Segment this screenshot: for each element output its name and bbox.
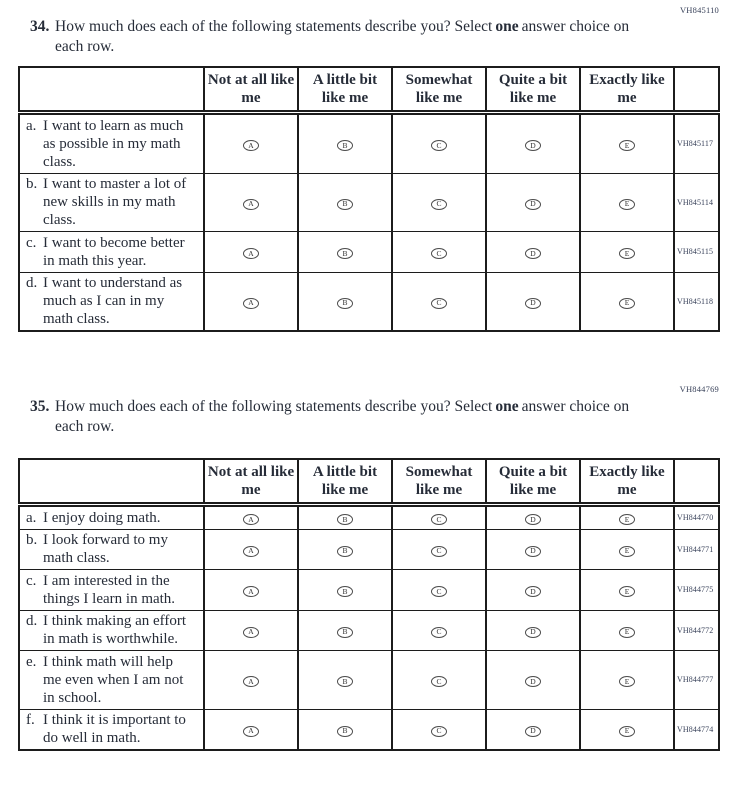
option-cell bbox=[298, 709, 392, 750]
option-cell bbox=[486, 651, 580, 710]
option-cell bbox=[486, 610, 580, 651]
option-cell bbox=[298, 272, 392, 331]
option-cell bbox=[298, 232, 392, 273]
row-letter: f. bbox=[26, 712, 35, 728]
option-cell bbox=[580, 570, 674, 611]
option-cell bbox=[486, 505, 580, 530]
option-bubble-a[interactable]: A bbox=[243, 627, 259, 638]
statement-cell bbox=[19, 651, 204, 710]
row-letter: d. bbox=[26, 275, 38, 291]
option-bubble-b[interactable]: B bbox=[337, 586, 353, 597]
option-bubble-c[interactable]: C bbox=[431, 199, 447, 210]
row-letter: a. bbox=[26, 509, 37, 526]
row-statement: I want to learn as much as possible in my math class. bbox=[43, 117, 184, 170]
question-35-code: VH844769 bbox=[679, 384, 719, 394]
column-header-quite-a-bit: Quite a bit like me bbox=[486, 67, 580, 113]
option-cell bbox=[298, 651, 392, 710]
question-35-prompt bbox=[30, 397, 743, 436]
prompt-text-part2: answer choice on each row. bbox=[55, 18, 630, 55]
statement-cell bbox=[19, 173, 204, 232]
option-cell bbox=[204, 505, 298, 530]
option-bubble-e[interactable]: E bbox=[619, 140, 635, 151]
row-code: VH845115 bbox=[674, 232, 719, 273]
option-bubble-d[interactable]: D bbox=[525, 546, 541, 557]
row-statement: I think it is important to do well in math. bbox=[43, 712, 186, 746]
option-bubble-c[interactable]: C bbox=[431, 726, 447, 737]
statement-cell bbox=[19, 272, 204, 331]
table-row-d bbox=[19, 610, 719, 651]
row-letter: a. bbox=[26, 117, 37, 134]
option-cell bbox=[392, 113, 486, 174]
option-bubble-a[interactable]: A bbox=[243, 676, 259, 687]
option-bubble-e[interactable]: E bbox=[619, 298, 635, 309]
prompt-text-part2: answer choice on each row. bbox=[55, 398, 630, 435]
option-cell bbox=[392, 570, 486, 611]
option-bubble-e[interactable]: E bbox=[619, 514, 635, 525]
question-34-response-table bbox=[18, 66, 720, 332]
row-code: VH844770 bbox=[674, 505, 719, 530]
option-bubble-c[interactable]: C bbox=[431, 514, 447, 525]
statement-cell bbox=[19, 570, 204, 611]
prompt-text-part1: How much does each of the following statements describe you? Select bbox=[55, 398, 493, 415]
option-bubble-c[interactable]: C bbox=[431, 676, 447, 687]
row-code: VH844771 bbox=[674, 529, 719, 570]
statement-cell bbox=[19, 610, 204, 651]
option-cell bbox=[298, 570, 392, 611]
table-row-f bbox=[19, 709, 719, 750]
row-statement: I want to master a lot of new skills in my math class. bbox=[43, 176, 187, 228]
option-cell bbox=[580, 709, 674, 750]
statement-cell bbox=[19, 113, 204, 174]
option-cell bbox=[392, 709, 486, 750]
option-bubble-d[interactable]: D bbox=[525, 514, 541, 525]
question-35-response-table bbox=[18, 458, 720, 751]
option-bubble-b[interactable]: B bbox=[337, 726, 353, 737]
option-bubble-c[interactable]: C bbox=[431, 298, 447, 309]
option-cell bbox=[204, 173, 298, 232]
row-code: VH844777 bbox=[674, 651, 719, 710]
statement-cell bbox=[19, 505, 204, 530]
table-row-a bbox=[19, 113, 719, 174]
column-header-exactly-like: Exactly like me bbox=[580, 459, 674, 505]
option-cell bbox=[392, 173, 486, 232]
option-cell bbox=[204, 709, 298, 750]
option-bubble-a[interactable]: A bbox=[243, 298, 259, 309]
row-statement: I think math will help me even when I am not in school. bbox=[43, 653, 184, 706]
row-code: VH844774 bbox=[674, 709, 719, 750]
option-cell bbox=[392, 232, 486, 273]
option-cell bbox=[204, 272, 298, 331]
table-row-b bbox=[19, 173, 719, 232]
row-letter: b. bbox=[26, 532, 38, 548]
option-bubble-c[interactable]: C bbox=[431, 546, 447, 557]
option-bubble-a[interactable]: A bbox=[243, 248, 259, 259]
option-bubble-b[interactable]: B bbox=[337, 140, 353, 151]
column-header-somewhat: Somewhat like me bbox=[392, 67, 486, 113]
option-cell bbox=[486, 113, 580, 174]
row-statement: I think making an effort in math is worthwhile. bbox=[43, 613, 187, 647]
option-cell bbox=[486, 173, 580, 232]
option-bubble-e[interactable]: E bbox=[619, 546, 635, 557]
option-cell bbox=[298, 610, 392, 651]
option-cell bbox=[204, 529, 298, 570]
header-row bbox=[19, 459, 719, 505]
question-35-prompt-text bbox=[55, 397, 630, 436]
row-statement: I am interested in the things I learn in math. bbox=[43, 572, 176, 607]
row-letter: b. bbox=[26, 176, 38, 192]
option-bubble-e[interactable]: E bbox=[619, 586, 635, 597]
option-bubble-b[interactable]: B bbox=[337, 298, 353, 309]
option-bubble-d[interactable]: D bbox=[525, 298, 541, 309]
question-34-prompt bbox=[30, 17, 743, 56]
option-bubble-c[interactable]: C bbox=[431, 627, 447, 638]
option-bubble-b[interactable]: B bbox=[337, 546, 353, 557]
column-header-not-at-all: Not at all like me bbox=[204, 67, 298, 113]
question-34-code: VH845110 bbox=[679, 5, 719, 15]
option-bubble-e[interactable]: E bbox=[619, 248, 635, 259]
option-cell bbox=[486, 570, 580, 611]
option-cell bbox=[580, 651, 674, 710]
option-bubble-a[interactable]: A bbox=[243, 514, 259, 525]
option-cell bbox=[204, 651, 298, 710]
column-header-exactly-like: Exactly like me bbox=[580, 67, 674, 113]
header-empty-cell bbox=[19, 67, 204, 113]
option-cell bbox=[580, 113, 674, 174]
option-bubble-a[interactable]: A bbox=[243, 140, 259, 151]
header-code-cell bbox=[674, 67, 719, 113]
table-row-c bbox=[19, 232, 719, 273]
option-cell bbox=[580, 529, 674, 570]
option-bubble-a[interactable]: A bbox=[243, 726, 259, 737]
option-cell bbox=[486, 709, 580, 750]
statement-cell bbox=[19, 529, 204, 570]
option-bubble-d[interactable]: D bbox=[525, 726, 541, 737]
row-code: VH844775 bbox=[674, 570, 719, 611]
row-letter: e. bbox=[26, 653, 37, 670]
option-bubble-d[interactable]: D bbox=[525, 199, 541, 210]
question-34-prompt-text bbox=[55, 17, 630, 56]
statement-cell bbox=[19, 232, 204, 273]
option-cell bbox=[486, 529, 580, 570]
option-cell bbox=[204, 232, 298, 273]
option-cell bbox=[392, 529, 486, 570]
option-bubble-d[interactable]: D bbox=[525, 676, 541, 687]
option-cell bbox=[580, 610, 674, 651]
option-bubble-a[interactable]: A bbox=[243, 546, 259, 557]
option-bubble-b[interactable]: B bbox=[337, 199, 353, 210]
option-bubble-b[interactable]: B bbox=[337, 514, 353, 525]
row-code: VH845114 bbox=[674, 173, 719, 232]
option-cell bbox=[580, 232, 674, 273]
option-cell bbox=[392, 505, 486, 530]
option-cell bbox=[486, 232, 580, 273]
table-row-c bbox=[19, 570, 719, 611]
header-code-cell bbox=[674, 459, 719, 505]
option-cell bbox=[204, 570, 298, 611]
option-bubble-b[interactable]: B bbox=[337, 627, 353, 638]
row-letter: c. bbox=[26, 234, 37, 251]
row-code: VH844772 bbox=[674, 610, 719, 651]
row-code: VH845117 bbox=[674, 113, 719, 174]
option-bubble-d[interactable]: D bbox=[525, 627, 541, 638]
row-code: VH845118 bbox=[674, 272, 719, 331]
row-statement: I enjoy doing math. bbox=[43, 509, 161, 526]
option-bubble-e[interactable]: E bbox=[619, 627, 635, 638]
column-header-a-little-bit: A little bit like me bbox=[298, 67, 392, 113]
option-cell bbox=[204, 610, 298, 651]
option-cell bbox=[392, 610, 486, 651]
option-cell bbox=[580, 505, 674, 530]
header-row bbox=[19, 67, 719, 113]
option-cell bbox=[204, 113, 298, 174]
prompt-bold-word: one bbox=[495, 398, 519, 415]
option-bubble-b[interactable]: B bbox=[337, 248, 353, 259]
table-row-d bbox=[19, 272, 719, 331]
option-cell bbox=[298, 113, 392, 174]
option-cell bbox=[580, 173, 674, 232]
option-cell bbox=[392, 272, 486, 331]
table-row-e bbox=[19, 651, 719, 710]
column-header-quite-a-bit: Quite a bit like me bbox=[486, 459, 580, 505]
option-cell bbox=[298, 505, 392, 530]
option-cell bbox=[580, 272, 674, 331]
header-empty-cell bbox=[19, 459, 204, 505]
table-row-a bbox=[19, 505, 719, 530]
option-bubble-d[interactable]: D bbox=[525, 586, 541, 597]
row-statement: I want to become better in math this year. bbox=[43, 234, 185, 269]
option-cell bbox=[486, 272, 580, 331]
option-bubble-e[interactable]: E bbox=[619, 726, 635, 737]
row-letter: d. bbox=[26, 613, 38, 629]
option-bubble-a[interactable]: A bbox=[243, 199, 259, 210]
question-35-number: 35. bbox=[30, 398, 50, 415]
option-bubble-c[interactable]: C bbox=[431, 140, 447, 151]
option-bubble-c[interactable]: C bbox=[431, 586, 447, 597]
option-bubble-e[interactable]: E bbox=[619, 676, 635, 687]
row-statement: I look forward to my math class. bbox=[43, 532, 168, 566]
column-header-not-at-all: Not at all like me bbox=[204, 459, 298, 505]
option-cell bbox=[392, 651, 486, 710]
option-cell bbox=[298, 173, 392, 232]
option-bubble-c[interactable]: C bbox=[431, 248, 447, 259]
option-bubble-d[interactable]: D bbox=[525, 140, 541, 151]
option-cell bbox=[298, 529, 392, 570]
row-letter: c. bbox=[26, 572, 37, 589]
statement-cell bbox=[19, 709, 204, 750]
question-34-section bbox=[0, 0, 743, 332]
table-row-b bbox=[19, 529, 719, 570]
question-34-number: 34. bbox=[30, 18, 50, 35]
column-header-a-little-bit: A little bit like me bbox=[298, 459, 392, 505]
question-35-section bbox=[0, 384, 743, 751]
option-bubble-d[interactable]: D bbox=[525, 248, 541, 259]
row-statement: I want to understand as much as I can in my math class. bbox=[43, 275, 183, 327]
option-bubble-a[interactable]: A bbox=[243, 586, 259, 597]
option-bubble-e[interactable]: E bbox=[619, 199, 635, 210]
option-bubble-b[interactable]: B bbox=[337, 676, 353, 687]
prompt-bold-word: one bbox=[495, 18, 519, 35]
prompt-text-part1: How much does each of the following statements describe you? Select bbox=[55, 18, 493, 35]
column-header-somewhat: Somewhat like me bbox=[392, 459, 486, 505]
